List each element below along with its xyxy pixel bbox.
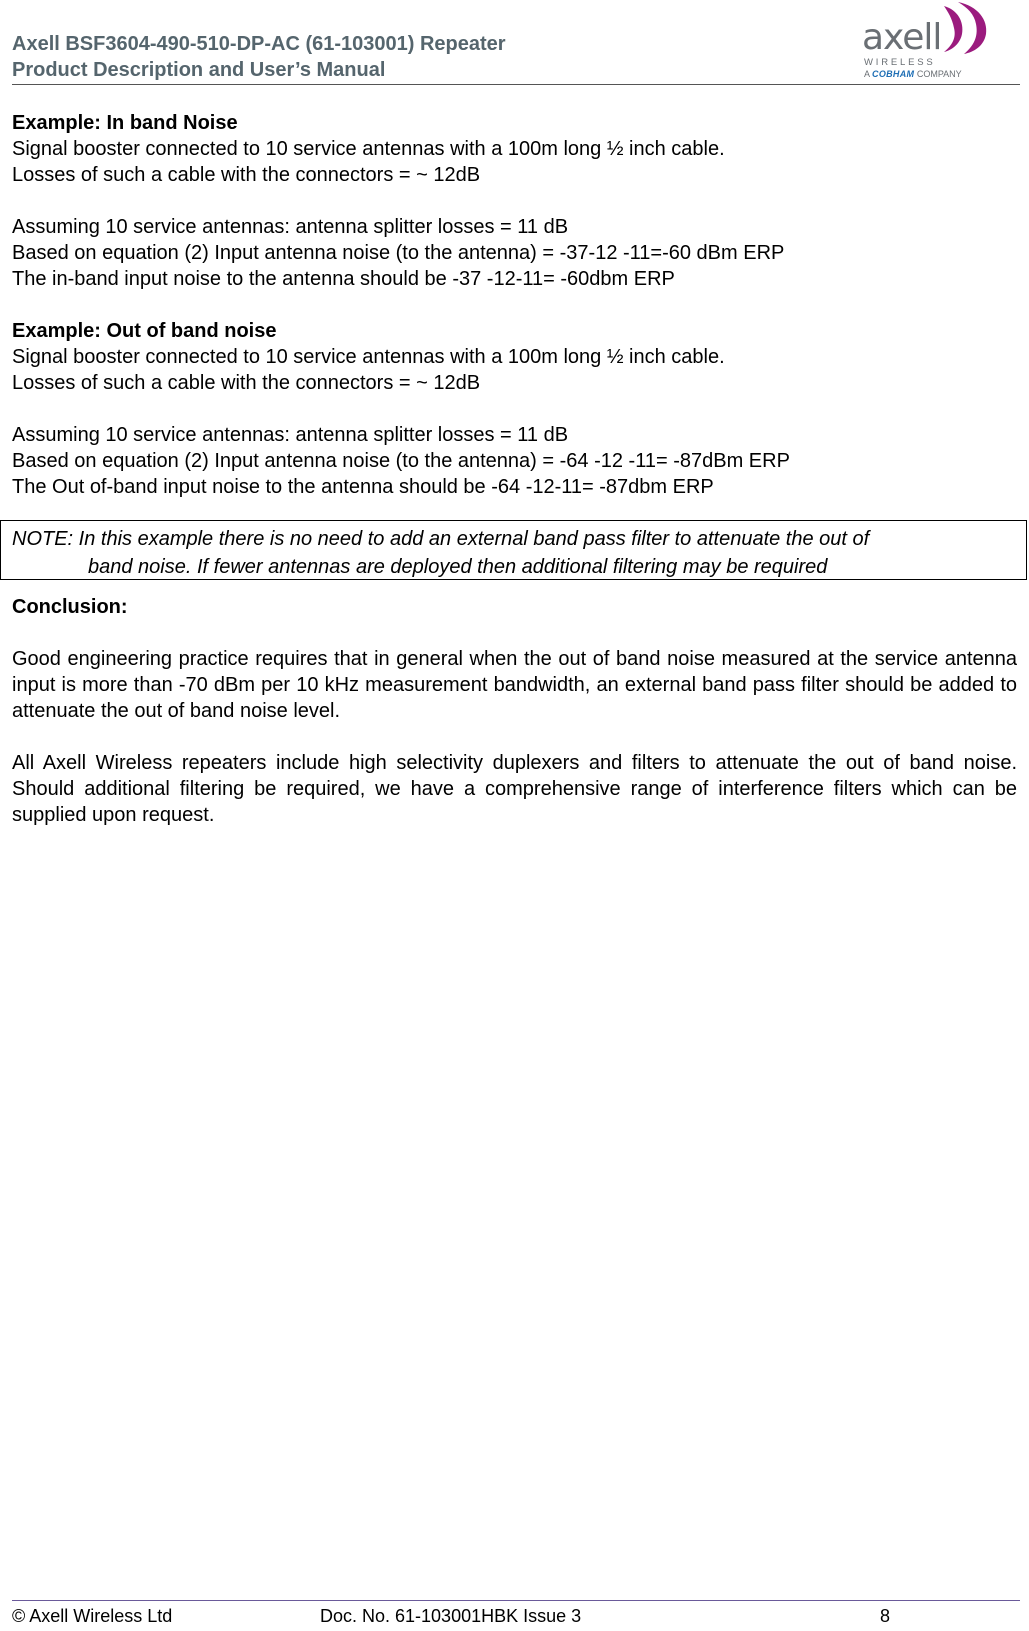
logo-subtitle: WIRELESS [864, 57, 936, 68]
title-line-1: Axell BSF3604-490-510-DP-AC (61-103001) Repeater [12, 33, 506, 55]
conclusion-paragraph-2: All Axell Wireless repeaters include high selectivity duplexers and filters to attenuate the out of band noise. Should additional filtering be required, we have a comprehensive range of interference filters which can be supplied upon request. [12, 752, 1017, 826]
logo-tagline-prefix: A [864, 69, 870, 79]
footer-page-number: 8 [880, 1606, 891, 1626]
header-divider [12, 84, 1020, 85]
out-band-line: Assuming 10 service antennas: antenna splitter losses = 11 dB [12, 424, 569, 446]
conclusion-heading: Conclusion: [12, 596, 128, 618]
logo-tagline-suffix: COMPANY [916, 69, 962, 79]
note-box [0, 520, 1027, 580]
conclusion-paragraph-1: Good engineering practice requires that in general when the out of band noise measured at the service antenna input is more than -70 dBm per 10 kHz measurement bandwidth, an external band pass filter should be added to attenuate the out of band noise level. [12, 648, 1017, 722]
out-band-line: Losses of such a cable with the connectors = ~ 12dB [12, 372, 481, 394]
spacer [12, 292, 1017, 318]
note-line-2: band noise. If fewer antennas are deployed then additional filtering may be required [88, 556, 828, 578]
axell-swoosh-icon [936, 0, 998, 56]
logo-tagline [864, 69, 962, 79]
spacer [12, 396, 1017, 422]
in-band-line: The in-band input noise to the antenna should be -37 -12-11= -60dbm ERP [12, 268, 675, 290]
note-line-1: NOTE: In this example there is no need to add an external band pass filter to attenuate the out of [12, 528, 870, 550]
in-band-line: Based on equation (2) Input antenna noise (to the antenna) = -37-12 -11=-60 dBm ERP [12, 242, 785, 264]
spacer [12, 724, 1017, 750]
in-band-heading: Example: In band Noise [12, 112, 238, 134]
in-band-line: Assuming 10 service antennas: antenna splitter losses = 11 dB [12, 216, 569, 238]
footer-divider [12, 1600, 1020, 1601]
logo-tagline-brand: COBHAM [872, 69, 915, 79]
in-band-line: Losses of such a cable with the connectors = ~ 12dB [12, 164, 481, 186]
out-band-line: Based on equation (2) Input antenna noise (to the antenna) = -64 -12 -11= -87dBm ERP [12, 450, 790, 472]
footer-doc-number: Doc. No. 61-103001HBK Issue 3 [320, 1606, 582, 1626]
footer-copyright: © Axell Wireless Ltd [12, 1606, 173, 1626]
out-band-heading: Example: Out of band noise [12, 320, 277, 342]
document-title [12, 31, 506, 83]
logo-wordmark: axell [862, 17, 942, 58]
axell-logo [858, 0, 998, 80]
spacer [12, 620, 1017, 646]
in-band-line: Signal booster connected to 10 service antennas with a 100m long ½ inch cable. [12, 138, 725, 160]
out-band-line: Signal booster connected to 10 service antennas with a 100m long ½ inch cable. [12, 346, 725, 368]
spacer [12, 188, 1017, 214]
examples-section [12, 110, 1017, 500]
page-header [0, 0, 1029, 88]
out-band-line: The Out of-band input noise to the antenna should be -64 -12-11= -87dbm ERP [12, 476, 714, 498]
title-line-2: Product Description and User’s Manual [12, 59, 386, 81]
conclusion-section [12, 594, 1017, 828]
